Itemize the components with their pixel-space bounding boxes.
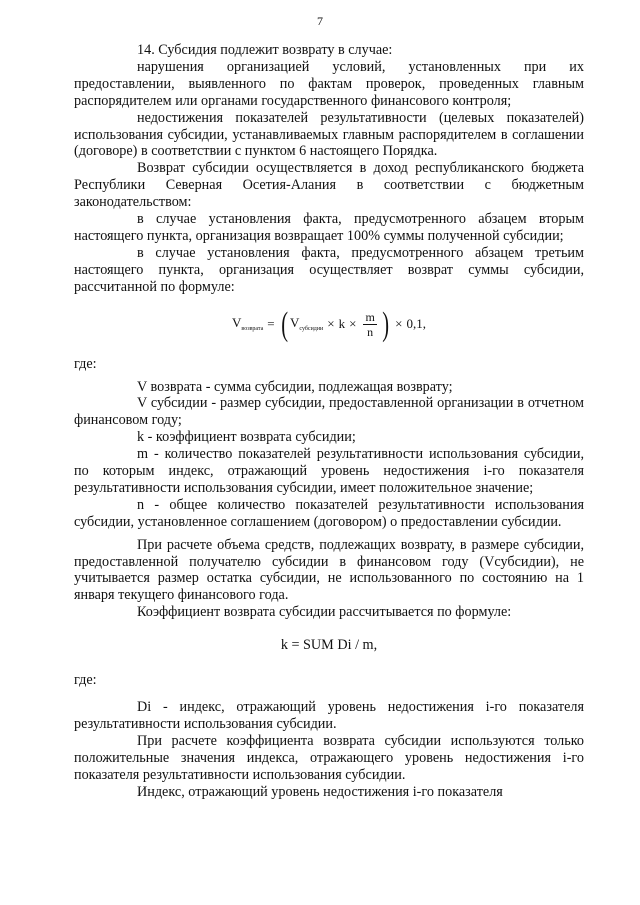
page-number: 7 <box>317 14 323 28</box>
formula-denominator: n <box>367 325 374 340</box>
coefficient-formula: k = SUM Di / m, <box>280 637 378 654</box>
paragraph-formula-return: в случае установления факта, предусмотренного абзацем третьим настоящего пункта, организация осуществляет возврат суммы субсидии, рассчитанной по формуле: <box>74 244 584 295</box>
definition-di: Di - индекс, отражающий уровень недостижения i-го показателя результативности использования субсидии. <box>74 699 584 732</box>
paragraph-violation: нарушения организацией условий, установленных при их предоставлении, выявленного по фактам проверок, проведенных главным распорядителем или органами государственного финансового контроля; <box>74 58 584 109</box>
definition-v-return: V возврата - сумма субсидии, подлежащая возврату; <box>137 378 453 395</box>
formula-k: k <box>338 316 346 332</box>
document-body <box>74 42 584 800</box>
return-formula <box>74 300 584 350</box>
paragraph-nonachievement: недостижения показателей результативности (целевых показателей) использования субсидии, устанавливаемых главным распорядителем в соглашении (договоре) в соответствии с пунктом 6 настоящего Порядка. <box>74 109 584 160</box>
paragraph-full-return: в случае установления факта, предусмотренного абзацем вторым настоящего пункта, организация возвращает 100% суммы полученной субсидии; <box>74 211 584 244</box>
paragraph-remainder: При расчете объема средств, подлежащих возврату, в размере субсидии, предоставленной получателю субсидии в финансовом году (Vсубсидии), не учитывается размер остатка субсидии, не использованного по состоянию на 1 января текущего финансового года. <box>74 536 584 604</box>
formula-fraction <box>363 310 376 339</box>
formula-times-1: × <box>327 316 335 332</box>
paragraph-index: Индекс, отражающий уровень недостижения i-го показателя <box>137 783 503 800</box>
where-label-1: где: <box>74 355 97 372</box>
formula-open-paren: ( <box>280 305 288 343</box>
paragraph-coefficient: Коэффициент возврата субсидии рассчитывается по формуле: <box>137 604 512 621</box>
paragraph-positive-values: При расчете коэффициента возврата субсидии используются только положительные значения индекса, отражающего уровень недостижения i-го показателя результативности использования субсидии. <box>74 732 584 783</box>
definition-v-subsidy: V субсидии - размер субсидии, предоставленной организации в отчетном финансовом году; <box>74 395 584 429</box>
formula-v-subsidy: $V_{субсидии}$ <box>289 314 324 332</box>
formula-times-2: × <box>349 316 357 332</box>
formula-v-return: $V_{возврата}$ <box>232 314 264 332</box>
formula-numerator: m <box>365 310 375 325</box>
formula-times-3: × <box>395 316 403 332</box>
where-label-2: где: <box>74 672 97 689</box>
definition-n: n - общее количество показателей результативности использования субсидии, установленное соглашением (договором) о предоставлении субсидии. <box>74 496 584 530</box>
paragraph-return-budget: Возврат субсидии осуществляется в доход республиканского бюджета Республики Северная Осетия-Алания в соответствии с бюджетным законодательством: <box>74 160 584 211</box>
definition-k: k - коэффициент возврата субсидии; <box>137 429 356 446</box>
paragraph-14-heading: 14. Субсидия подлежит возврату в случае: <box>137 42 393 58</box>
formula-factor: 0,1, <box>406 316 426 332</box>
formula-equals: = <box>267 316 275 332</box>
formula-close-paren: ) <box>382 305 389 343</box>
definition-m: m - количество показателей результативности использования субсидии, по которым индекс, отражающий уровень недостижения i-го показателя результативности использования субсидии, имеет положительное значение; <box>74 446 584 496</box>
